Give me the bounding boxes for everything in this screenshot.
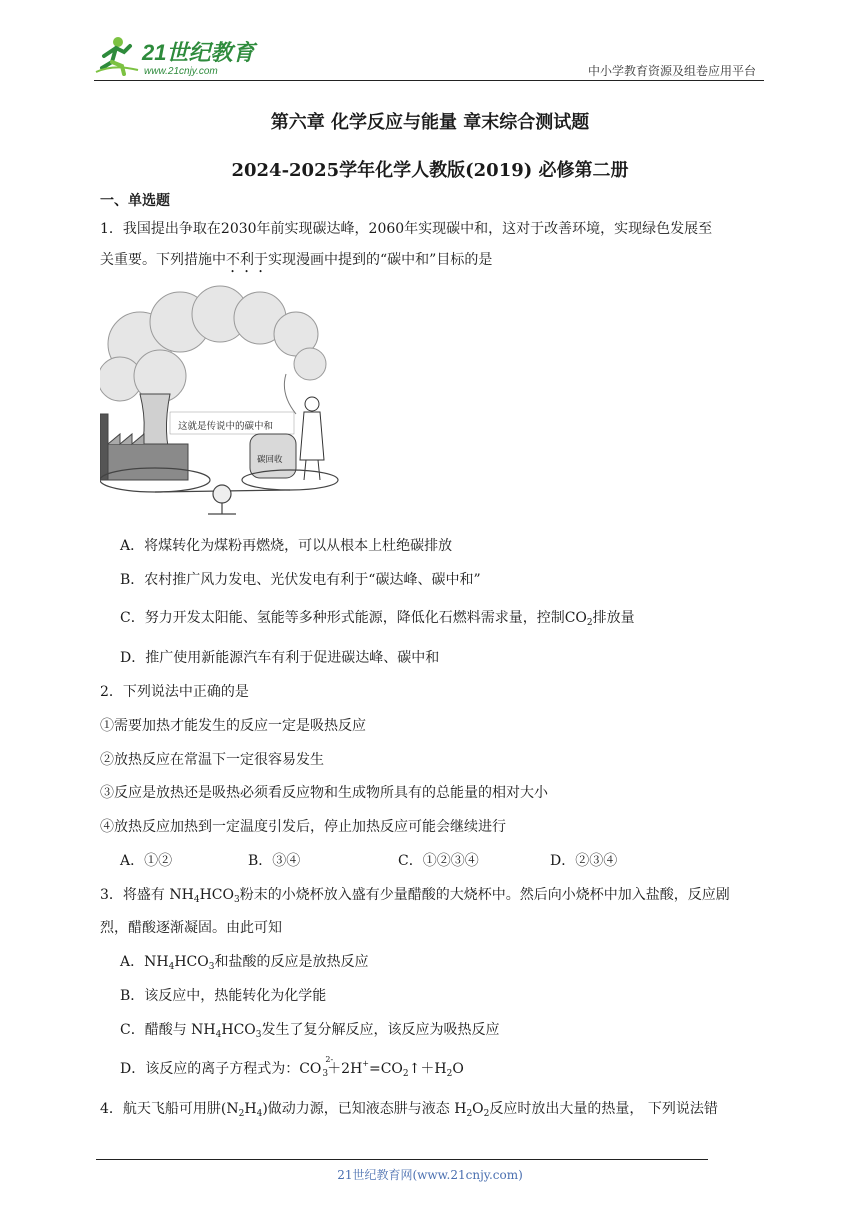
site-logo <box>94 34 264 78</box>
q1-option-c: C．努力开发太阳能、氢能等多种形式能源，降低化石燃料需求量，控制$CO_2$排放量 <box>120 610 635 628</box>
q3-option-c: C．醋酸与 $NH_4HCO_3$发生了复分解反应，该反应为吸热反应 <box>120 1022 500 1040</box>
doc-title-line2: 2024-2025学年化学人教版(2019) 必修第二册 <box>231 160 629 181</box>
header-divider <box>94 80 764 81</box>
q2-statement-2: ②放热反应在常温下一定很容易发生 <box>100 752 324 768</box>
q3-option-b: B．该反应中，热能转化为化学能 <box>120 988 327 1004</box>
q4-stem-line1: 4．航天飞船可用肼$(N_2H_4)$做动力源，已知液态肼与液态 $H_2O_2$反应时放出大量的热量， 下列说法错 <box>100 1101 718 1119</box>
q2-option-c: C．①②③④ <box>398 853 479 869</box>
footer-divider <box>96 1159 708 1160</box>
section-heading: 一、单选题 <box>100 193 170 209</box>
q1-option-b: B．农村推广风力发电、光伏发电有利于“碳达峰、碳中和” <box>120 572 481 588</box>
q1-stem-line1: 1．我国提出争取在2030年前实现碳达峰，2060年实现碳中和，这对于改善环境，实现绿色发展至 <box>100 221 713 237</box>
tank-label: 碳回收 <box>257 455 283 465</box>
q2-statement-4: ④放热反应加热到一定温度引发后，停止加热反应可能会继续进行 <box>100 819 506 835</box>
footer-text[interactable]: 21世纪教育网(www.21cnjy.com) <box>337 1168 523 1182</box>
q2-stem: 2．下列说法中正确的是 <box>100 684 249 700</box>
q1-option-a: A．将煤转化为煤粉再燃烧，可以从根本上杜绝碳排放 <box>120 538 453 554</box>
q2-statement-3: ③反应是放热还是吸热必须看反应物和生成物所具有的总能量的相对大小 <box>100 785 548 801</box>
q2-option-d: D．②③④ <box>550 853 618 869</box>
q3-option-a: A．$NH_4HCO_3$和盐酸的反应是放热反应 <box>120 954 369 972</box>
logo-url: www.21cnjy.com <box>144 66 218 77</box>
cartoon-caption: 这就是传说中的碳中和 <box>178 421 274 432</box>
q1-stem-line2: 关重要。下列措施中不利于实现漫画中提到的“碳中和”目标的是 <box>100 252 493 268</box>
carbon-neutral-cartoon <box>100 284 350 516</box>
carbon-tank-icon <box>250 434 296 478</box>
logo-text: 21世纪教育 <box>142 40 255 65</box>
factory-icon <box>100 394 188 480</box>
smoke-cloud-icon <box>100 286 326 402</box>
q3-option-d: D．该反应的离子方程式为：CO 2- $_3+2H^+=CO_2↑+H_2O$ <box>120 1055 464 1079</box>
q2-option-a: A．①② <box>120 853 173 869</box>
q1-option-d: D．推广使用新能源汽车有利于促进碳达峰、碳中和 <box>120 650 440 666</box>
q3-stem-line2: 烈，醋酸逐渐凝固。由此可知 <box>100 920 282 936</box>
q2-option-b: B．③④ <box>248 853 301 869</box>
q3-stem-line1: 3．将盛有 $NH_4HCO_3$粉末的小烧杯放入盛有少量醋酸的大烧杯中。然后向小烧杯中加入盐酸，反应剧 <box>100 887 730 905</box>
doc-title-line1: 第六章 化学反应与能量 章末综合测试题 <box>270 112 590 133</box>
header-platform-text: 中小学教育资源及组卷应用平台 <box>587 64 756 78</box>
runner-icon <box>96 37 138 74</box>
emphasis-text: 不利于 <box>226 252 268 268</box>
q2-statement-1: ①需要加热才能发生的反应一定是吸热反应 <box>100 718 366 734</box>
